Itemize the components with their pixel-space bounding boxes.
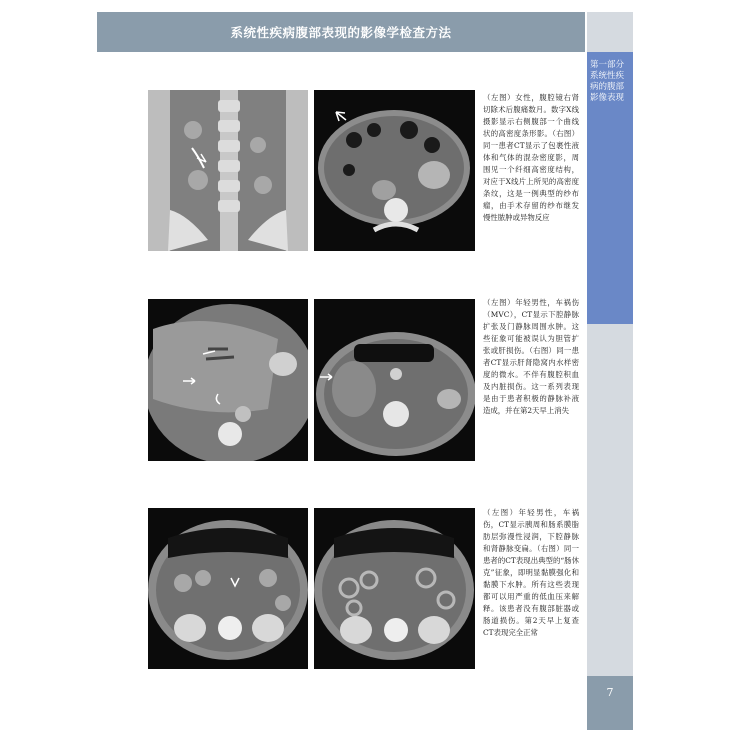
figure-ct-gossypiboma [314,90,475,251]
figure-ct-liver-ivc [148,299,308,461]
ct-image [314,90,475,251]
figure-ct-pancreas-flat-ivc [148,508,308,669]
page-title: 系统性疾病腹部表现的影像学检查方法 [230,25,452,40]
page-number-strip [587,676,633,730]
caption-3: （左图）年轻男性，车祸伤，CT显示胰周和肠系膜脂肪层弥漫性浸润，下腔静脉和肾静脉变扁。（右图）同一患者的CT表现出典型的“肠休克”征象，即明显黏膜强化和黏膜下水肿。所有这些表现都可以用严重的低血压来解释。该患者没有腹部脏器或肠道损伤。第2天早上复查CT表现完全正常 [483,508,579,637]
xray-image [148,90,308,251]
page-header [97,12,585,52]
caption-1: （左图）女性，腹腔镜右肾切除术后腹痛数月。数字X线摄影显示右侧腹部一个曲线状的高密度条形影。（右图）同一患者CT显示了包裹性液体和气体的混杂密度影，周围见一个纤细高密度结构，对应于X线片上所见的高密度条纹，这是一例典型的纱布瘤，由手术存留的纱布继发慢性脓肿或异物反应 [483,93,579,222]
section-sidebar [587,52,633,324]
figure-ct-shock-bowel [314,508,475,669]
ct-image [148,508,308,669]
ct-image [314,299,475,461]
sidebar-bottom-block [587,324,633,676]
figure-ct-fluid-morison [314,299,475,461]
page-number: 7 [606,686,614,699]
ct-image [148,299,308,461]
figure-xray-abdomen [148,90,308,251]
ct-image [314,508,475,669]
section-label: 第一部分 系统性疾病的腹部影像表现 [590,60,625,103]
sidebar-top-block [587,12,633,52]
caption-2: （左图）年轻男性，车祸伤（MVC），CT显示下腔静脉扩张及门静脉周围水肿。这些征象可能被误认为胆管扩张或肝损伤。（右图）同一患者CT显示肝肾隐窝内水样密度的微水。不伴有腹腔积血及内脏损伤。这一系列表现是由于患者积极的静脉补液造成，并在第2天早上消失 [483,298,579,415]
